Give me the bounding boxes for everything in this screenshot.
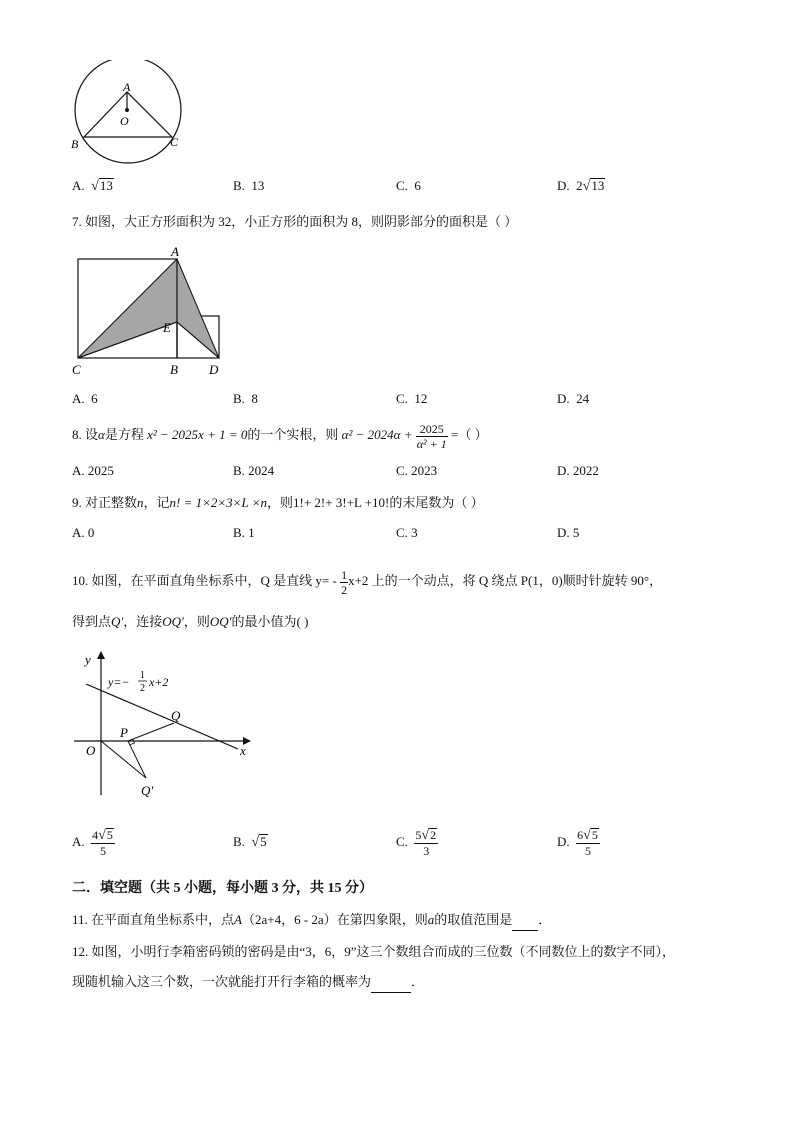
label-e: E <box>163 320 171 335</box>
q6-option-a: A. √13 <box>72 178 113 194</box>
q6-option-d-value: 13 <box>591 178 605 193</box>
q7-option-d: D. 24 <box>557 391 590 406</box>
eq-label-den: 2 <box>140 683 145 694</box>
eq-label-post: x+2 <box>149 675 169 689</box>
q12-question-line1: 12. 如图，小明行李箱密码锁的密码是由“3，6，9”这三个数组合而成的三位数（不同数位上的数字不同）， <box>72 944 676 959</box>
label-c: C <box>72 362 81 377</box>
label-b: B <box>71 137 79 151</box>
label-q: Q <box>171 708 181 723</box>
q7-option-b: B. 8 <box>233 391 258 406</box>
eq-label-num: 1 <box>140 670 145 681</box>
q6-option-c: C. 6 <box>396 178 421 193</box>
q6-option-d: D. 2√13 <box>557 178 605 194</box>
q6-option-b: B. 13 <box>233 178 265 193</box>
q10-option-b: B. √5 <box>233 834 267 850</box>
section-title-fill-in: 二．填空题（共 5 小题，每小题 3 分，共 15 分） <box>72 881 373 896</box>
q10-question-line2: 得到点Q′，连接OQ′，则OQ′的最小值为( ) <box>72 614 309 629</box>
q7-question: 7. 如图，大正方形面积为 32，小正方形的面积为 8，则阴影部分的面积是（ ） <box>72 214 518 229</box>
q9-question: 9. 对正整数n，记n! = 1×2×3×L ×n，则1!+ 2!+ 3!+L +10!的末尾数为（ ） <box>72 495 484 510</box>
label-a: A <box>171 244 179 259</box>
q9-sum: 1!+ 2!+ 3!+L +10! <box>292 495 390 510</box>
q8-fraction: $\frac{2025}{\text{α² + 1}}$ <box>416 421 447 451</box>
segment-pqp <box>128 741 146 778</box>
label-d: D <box>209 362 219 377</box>
q8-option-d: D. 2022 <box>557 463 599 478</box>
label-p: P <box>120 725 128 740</box>
q10-option-c-fraction: $\frac{5√2}{3}$ <box>415 828 437 859</box>
q10-option-c: C. $\frac{5√2}{3}$ <box>396 828 437 859</box>
q12-question-line2: 现随机输入这三个数，一次就能打开行李箱的概率为 ． <box>72 972 424 993</box>
q7-option-c: C. 12 <box>396 391 428 406</box>
q6-figure <box>60 60 195 170</box>
q8-option-b: B. 2024 <box>233 463 275 478</box>
q10-option-d-fraction: $\frac{6√5}{5}$ <box>577 828 598 859</box>
q12-answer-blank[interactable] <box>371 972 411 993</box>
q9-option-a: A. 0 <box>72 525 95 540</box>
label-x: x <box>240 743 246 758</box>
label-b: B <box>170 362 178 377</box>
q11-question: 11. 在平面直角坐标系中，点A（2a+4，6 - 2a）在第四象限，则a的取值范围是 ． <box>72 910 551 931</box>
q8-option-a: A. 2025 <box>72 463 114 478</box>
y-axis-arrow <box>97 651 105 659</box>
label-a: A <box>123 80 131 94</box>
line-y-eq <box>86 684 238 749</box>
label-y: y <box>85 652 91 667</box>
label-q-prime: Q′ <box>141 783 154 798</box>
q8-expression: α² − 2024α + <box>341 427 413 442</box>
label-c: C <box>170 135 179 149</box>
q9-definition: n! = 1×2×3×L ×n <box>169 495 267 510</box>
eq-label-pre: y=− <box>108 675 130 689</box>
q8-option-c: C. 2023 <box>396 463 438 478</box>
segment-pq <box>128 723 174 741</box>
q7-figure <box>66 242 246 378</box>
q7-option-a: A. 6 <box>72 391 98 406</box>
shaded-region-ace <box>78 259 177 358</box>
center-dot <box>125 108 129 112</box>
q9-option-b: B. 1 <box>233 525 255 540</box>
segment-oqp <box>101 741 146 778</box>
q8-question: 8. 设α是方程 x² − 2025x + 1 = 0的一个实根，则 α² − 2024α + $\frac{2025}{\text{α² + 1}}$ =（ ） <box>72 421 488 451</box>
label-o: O <box>120 114 129 128</box>
q10-option-a-fraction: $\frac{4√5}{5}$ <box>92 828 113 859</box>
q6-option-a-value: 13 <box>99 178 113 193</box>
q10-option-d: D. $\frac{6√5}{5}$ <box>557 828 598 859</box>
q10-figure <box>68 645 268 805</box>
q8-equation: x² − 2025x + 1 = 0 <box>147 427 248 442</box>
shaded-region-aed <box>177 259 219 358</box>
q10-option-a: A. $\frac{4√5}{5}$ <box>72 828 113 859</box>
q11-answer-blank[interactable] <box>512 910 538 931</box>
label-o: O <box>86 743 96 758</box>
q9-option-d: D. 5 <box>557 525 580 540</box>
q10-question-line1: 10. 如图，在平面直角坐标系中，Q 是直线 y= - $\frac{1}{2}$ x+2 上的一个动点，将 Q 绕点 P(1，0)顺时针旋转 90°， <box>72 567 663 597</box>
q10-fraction: $\frac{1}{2}$ <box>341 567 348 597</box>
q9-option-c: C. 3 <box>396 525 418 540</box>
